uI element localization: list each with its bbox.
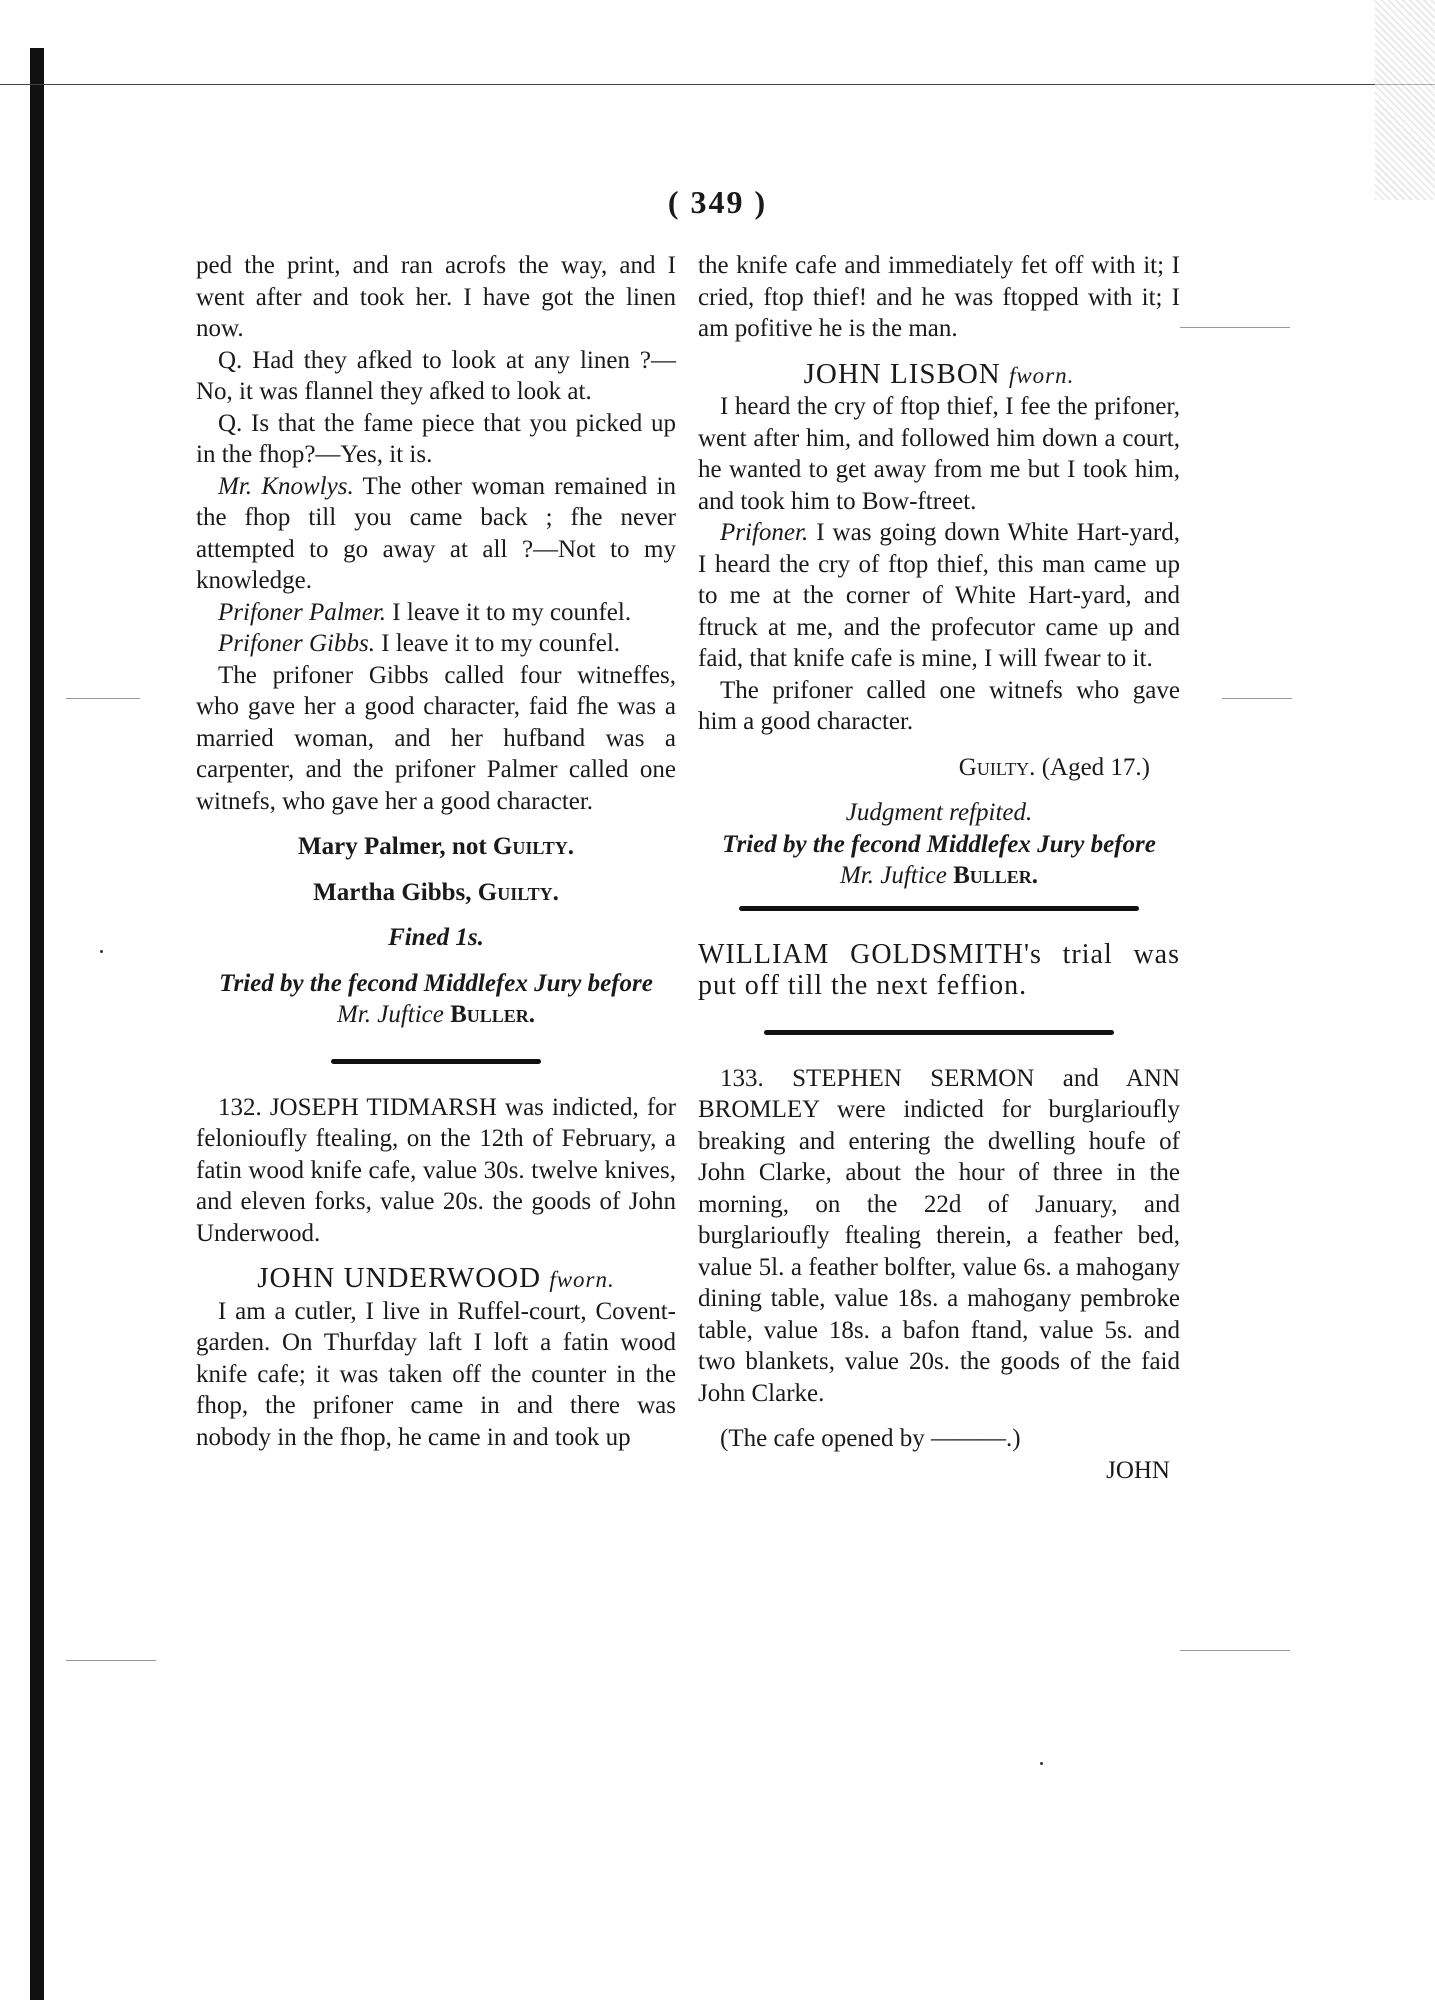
paragraph: ped the print, and ran acrofs the way, and I went after and took her. I have got the linen now. — [196, 252, 676, 342]
jury-judge: Mr. Juftice Buller. — [336, 1001, 536, 1028]
scan-noise — [1375, 0, 1435, 200]
margin-mark — [1222, 698, 1292, 699]
speaker: Prifoner Gibbs. — [218, 630, 375, 657]
paragraph: I heard the cry of ftop thief, I fee the prifoner, went after him, and followed him down a court, he wanted to get away from me but I took him, and took him to Bow-ftreet. — [698, 393, 1180, 515]
paragraph: Q. Is that the fame piece that you picked up in the fhop?—Yes, it is. — [196, 409, 676, 468]
jury-judge: Mr. Juftice Buller. — [839, 862, 1039, 889]
case-opened: (The cafe opened by ———.) — [720, 1425, 1021, 1452]
verdict: Mary Palmer, not Guilty. — [298, 833, 574, 860]
judgment: Judgment refpited. — [845, 799, 1033, 826]
margin-mark — [66, 698, 140, 699]
jury-line: Tried by the fecond Middlefex Jury before — [722, 830, 1156, 858]
verdict: Martha Gibbs, Guilty. — [313, 878, 559, 906]
paragraph: Prifoner. I was going down White Hart-yard, I heard the cry of ftop thief, this man came up to me at the corner of White Hart-yard, and ftruck at me, and the profecutor came up and faid, that knife cafe is mine, I will fwear to it. — [698, 519, 1180, 672]
paragraph: Prifoner Palmer. I leave it to my counfel. — [218, 598, 632, 626]
ink-speck — [1040, 1762, 1043, 1765]
jury-line: Tried by the fecond Middlefex Jury before — [219, 969, 653, 997]
speaker: Mr. Knowlys. — [218, 472, 354, 500]
speaker: Prifoner. — [720, 519, 809, 546]
binding-edge — [30, 48, 44, 2000]
paragraph: I am a cutler, I live in Ruffel-court, Covent-garden. On Thurfday laft I loft a fatin wood knife cafe; it was taken off the counter in the fhop, the prifoner came in and there was nobody in the fhop, he came in and took up — [196, 1297, 676, 1451]
case-indictment: 132. JOSEPH TIDMARSH was indicted, for felonioufly ftealing, on the 12th of February, a fatin wood knife cafe, value 30s. twelve knives, and eleven forks, value 20s. the goods of John Underwood. — [196, 1093, 676, 1247]
left-column — [196, 250, 676, 1453]
margin-mark — [66, 1660, 156, 1661]
speaker: Prifoner Palmer. — [218, 598, 387, 626]
case-indictment: 133. STEPHEN SERMON and ANN BROMLEY were indicted for burglarioufly breaking and entering the dwelling houfe of John Clarke, about the hour of three in the morning, on the 22d of January, and burglarioufly ftealing therein, a feather bed, value 5l. a feather bolfter, value 6s. a mahogany dining table, value 18s. a mahogany pembroke table, value 18s. a bafon ftand, value 5s. and two blankets, value 20s. the goods of the faid John Clarke. — [698, 1064, 1180, 1407]
paragraph: Prifoner Gibbs. I leave it to my counfel. — [218, 630, 621, 657]
right-column — [698, 250, 1180, 1486]
margin-mark — [1180, 327, 1290, 328]
catchword: JOHN — [1106, 1456, 1170, 1484]
paragraph: The prifoner called one witnefs who gave him a good character. — [698, 676, 1180, 735]
witness-heading: JOHN UNDERWOOD fworn. — [257, 1262, 615, 1294]
sentence: Fined 1s. — [388, 924, 484, 951]
postponement-note: WILLIAM GOLDSMITH's trial was put off till the next feffion. — [698, 938, 1180, 1001]
margin-mark — [1180, 1650, 1290, 1651]
ink-speck — [100, 950, 103, 953]
page-number: ( 349 ) — [667, 184, 768, 220]
scan-edge-line — [0, 84, 1435, 85]
paragraph: Mr. Knowlys. The other woman remained in the fhop till you came back ; fhe never attempted to go away at all ?—Not to my knowledge. — [196, 472, 676, 594]
paragraph: Q. Had they afked to look at any linen ?—No, it was flannel they afked to look at. — [196, 346, 676, 405]
paragraph: The prifoner Gibbs called four witneffes, who gave her a good character, faid fhe was a married woman, and her hufband was a carpenter, and the prifoner Palmer called one witnefs, who gave her a good character. — [196, 661, 676, 815]
paragraph: the knife cafe and immediately fet off with it; I cried, ftop thief! and he was ftopped with it; I am pofitive he is the man. — [698, 252, 1180, 342]
witness-heading: JOHN LISBON fworn. — [803, 357, 1075, 390]
verdict: Guilty. (Aged 17.) — [958, 753, 1150, 781]
